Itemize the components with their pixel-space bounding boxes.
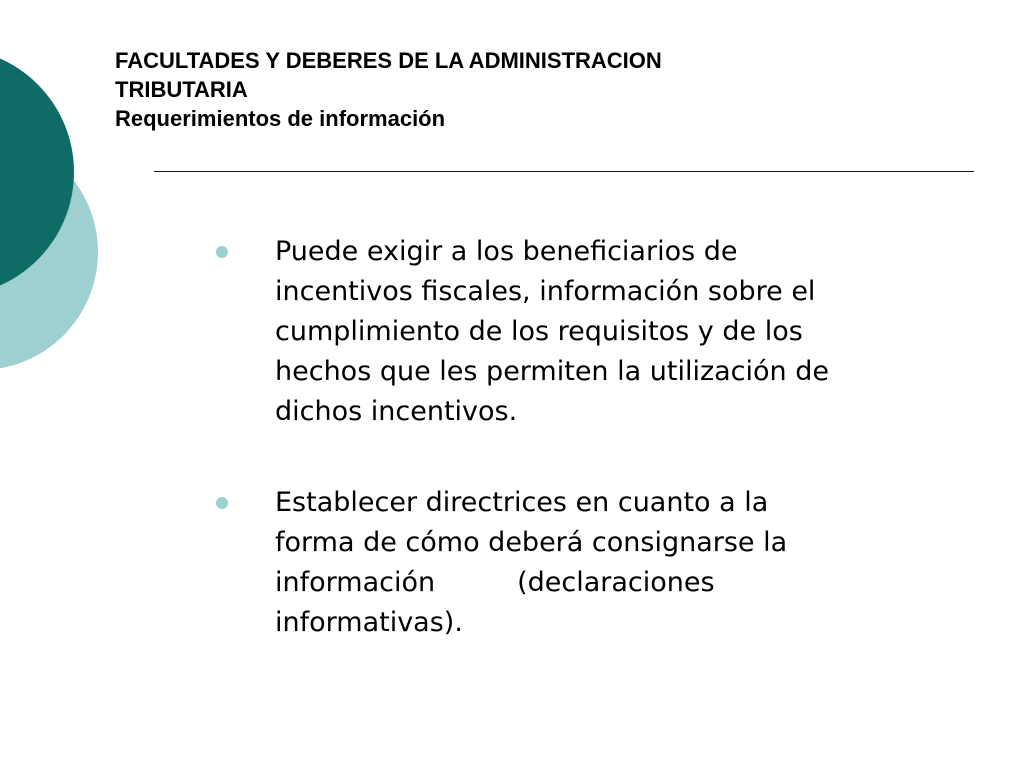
bullet-line: incentivos fiscales, información sobre el — [275, 276, 816, 307]
bullet-line: informativas). — [275, 607, 463, 638]
bullet-line: Establecer directrices en cuanto a la — [275, 487, 769, 518]
bullet-line: forma de cómo deberá consignarse la — [275, 527, 788, 558]
bullet-line: hechos que les permiten la utilización de — [275, 356, 829, 387]
slide-subtitle: Requerimientos de información — [115, 106, 446, 131]
title-line-2: TRIBUTARIA — [115, 77, 248, 102]
bullet-line: información — [275, 567, 436, 598]
bullet-item-2 — [275, 483, 965, 643]
bullet-line: cumplimiento de los requisitos y de los — [275, 316, 803, 347]
bullet-icon — [216, 246, 228, 258]
bullet-icon — [216, 497, 228, 509]
bullet-item-1 — [275, 232, 965, 432]
bullet-line: (declaraciones — [517, 567, 715, 598]
bullet-list — [275, 232, 965, 694]
title-line-1: FACULTADES Y DEBERES DE LA ADMINISTRACION — [115, 48, 662, 73]
title-divider — [154, 171, 974, 172]
bullet-line: dichos incentivos. — [275, 396, 518, 427]
bullet-line: Puede exigir a los beneficiarios de — [275, 236, 738, 267]
decorative-circles — [0, 0, 110, 410]
slide-title — [115, 46, 895, 133]
